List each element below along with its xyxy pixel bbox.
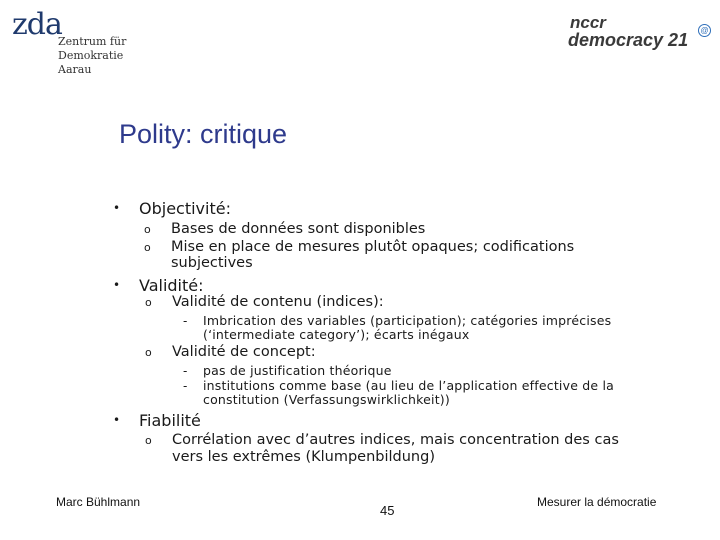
sub-bullet-marker: o xyxy=(144,223,151,236)
sub-bullet-marker: o xyxy=(145,434,152,447)
sub-sub-bullet xyxy=(183,378,614,393)
bullet-marker: • xyxy=(113,201,121,215)
sub-sub-bullet-marker: - xyxy=(183,379,188,393)
sub-bullet-text: Corrélation avec d’autres indices, mais concentration des cas xyxy=(172,432,619,448)
bullet-marker: • xyxy=(113,413,121,427)
bullet-marker: • xyxy=(113,278,121,292)
sub-sub-bullet-text: Imbrication des variables (participation); catégories imprécises xyxy=(203,313,612,328)
sub-sub-bullet-text: (‘intermediate category’); écarts inégaux xyxy=(203,327,470,342)
sub-sub-bullet-marker: - xyxy=(183,314,188,328)
page-number: 45 xyxy=(380,503,395,518)
zda-logo-line: Demokratie xyxy=(58,49,124,62)
bullet-label: Fiabilité xyxy=(139,411,201,430)
bullet-label: Validité: xyxy=(139,276,204,295)
sub-bullet-text: vers les extrêmes (Klumpenbildung) xyxy=(172,449,435,465)
zda-logo-line: Zentrum für xyxy=(58,35,127,48)
sub-bullet-text: Validité de contenu (indices): xyxy=(172,294,384,310)
sub-bullet xyxy=(145,344,316,360)
bullet-validite xyxy=(113,276,204,295)
sub-bullet-marker: o xyxy=(144,241,151,254)
zda-logo-mark: zda xyxy=(12,7,62,42)
sub-bullet-continuation xyxy=(171,255,253,271)
slide-title: Polity: critique xyxy=(119,119,288,149)
footer-topic: Mesurer la démocratie xyxy=(537,495,657,509)
sub-bullet-text: Mise en place de mesures plutôt opaques; codifications xyxy=(171,239,575,255)
sub-bullet xyxy=(145,432,619,448)
sub-sub-bullet-marker: - xyxy=(183,364,188,378)
bullet-fiabilite xyxy=(113,411,201,430)
sub-bullet-text: Bases de données sont disponibles xyxy=(171,221,426,237)
nccr-logo-line2: democracy 21 xyxy=(568,30,689,50)
sub-sub-bullet-text: pas de justification théorique xyxy=(203,363,392,378)
nccr-logo-line1: nccr xyxy=(570,13,606,32)
sub-sub-bullet-text: institutions comme base (au lieu de l’application effective de la xyxy=(203,378,614,393)
sub-sub-bullet-continuation xyxy=(203,328,469,342)
nccr-logo xyxy=(568,14,713,54)
sub-bullet-text: subjectives xyxy=(171,255,253,271)
sub-sub-bullet-text: constitution (Verfassungswirklichkeit)) xyxy=(203,392,450,407)
sub-bullet-text: Validité de concept: xyxy=(172,344,316,360)
bullet-label: Objectivité: xyxy=(139,199,231,218)
sub-bullet xyxy=(144,239,575,255)
sub-bullet xyxy=(144,221,426,237)
at-icon: @ xyxy=(698,24,711,37)
bullet-objectivite xyxy=(113,199,231,218)
sub-sub-bullet-continuation xyxy=(203,393,450,407)
zda-logo xyxy=(12,7,142,80)
sub-bullet-marker: o xyxy=(145,346,152,359)
sub-bullet-continuation xyxy=(172,449,435,465)
sub-bullet xyxy=(145,294,384,310)
sub-sub-bullet xyxy=(183,363,392,378)
sub-sub-bullet xyxy=(183,313,612,328)
footer-author: Marc Bühlmann xyxy=(56,495,141,509)
sub-bullet-marker: o xyxy=(145,296,152,309)
zda-logo-line: Aarau xyxy=(58,63,92,76)
